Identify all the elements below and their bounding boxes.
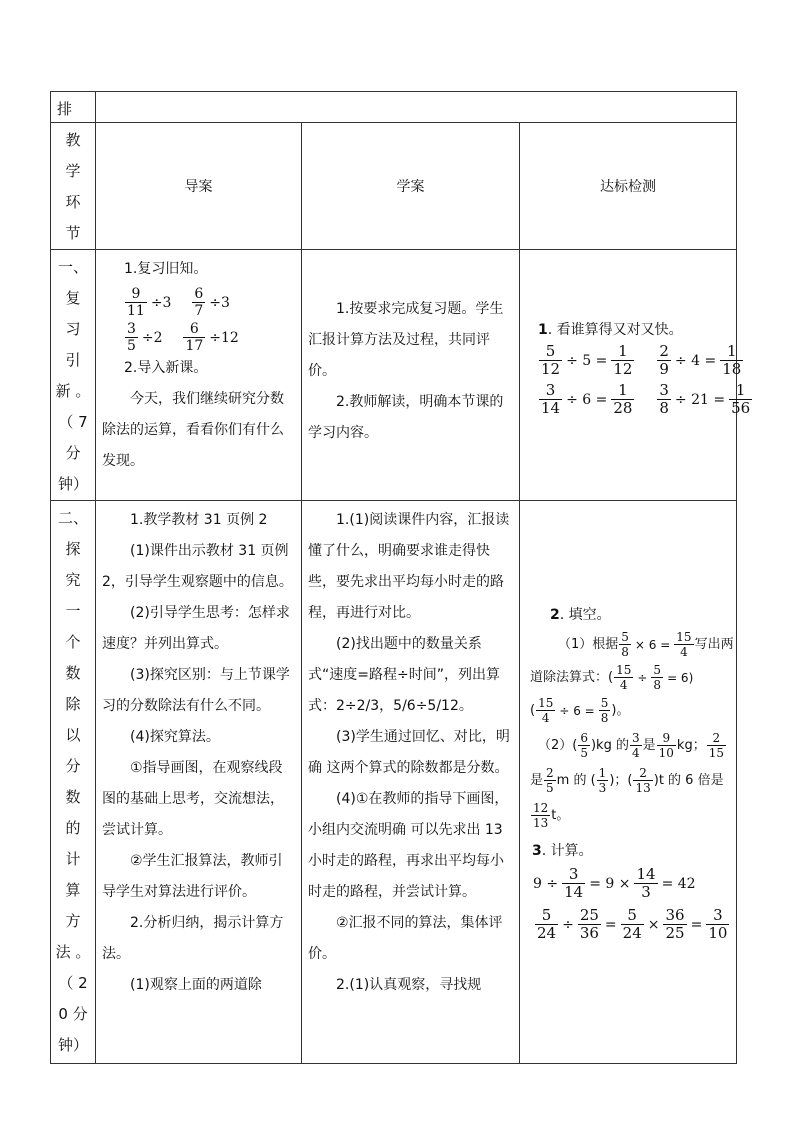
expr-line [124,287,295,318]
side-char: （ 7 [58,413,88,431]
header-study: 学案 [302,123,520,250]
operator: ÷2 [141,329,163,346]
side-char: 学 [65,162,81,180]
fraction: $\frac{2}{5}$ [546,766,554,795]
side-char: 方 [65,912,81,930]
side-char: 探 [65,540,81,558]
header-guide: 导案 [96,123,302,250]
side-char: 计 [65,850,81,868]
side-char: 钟） [57,1036,88,1054]
study-p3: (3)学生通过回忆、对比，明确 这两个算式的除数都是分数。 [308,729,510,776]
fraction: $\frac{6}{7}$ [194,286,204,319]
side-char: 除 [65,695,81,713]
guide-p1: 1.教学教材 31 页例 2 [130,512,268,528]
check-q1-title: 1. 看谁算得又对又快。 [538,322,683,338]
side-char: 个 [65,633,81,651]
operator: ÷ 21 = [674,391,726,408]
study-p4: (4)①在教师的指导下画图，小组内交流明确 可以先求出 13 小时走的路程，再求出平均每小时走的路程，并尝试计算。 [308,791,509,900]
fraction: $\frac{12}{13}$ [533,801,549,830]
guide-intro-text: 今天，我们继续研究分数除法的运算，看看你们有什么发现。 [102,391,284,469]
fraction: $\frac{6}{5}$ [580,731,588,760]
review-side-label [51,250,96,501]
guide-p6: ①指导画图，在观察线段图的基础上思考，交流想法，尝试计算。 [102,760,284,838]
guide-p8: 2.分析归纳，揭示计算方法。 [102,915,284,962]
guide-p5: (4)探究算法。 [130,729,220,745]
guide-p2: (1)课件出示教材 31 页例 2，引导学生观察题中的信息。 [102,543,293,590]
guide-p3: (2)引导学生思考：怎样求速度？并列出算式。 [102,605,290,652]
fraction: $\frac{1}{56}$ [731,381,751,417]
fraction: $\frac{15}{4}$ [538,696,554,725]
operator: ÷ 6 = [566,391,608,408]
side-char: 钟） [57,475,88,493]
review-guide-cell [96,250,302,501]
guide-item-1: 1.复习旧知。 [124,261,208,277]
q2-line-6: $\frac{12}{13}$ t。 [533,801,570,830]
expr-line [124,322,295,353]
side-char: 一、 [57,258,88,276]
equation-line [538,342,742,378]
review-row [51,250,737,501]
guide-p7: ②学生汇报算法，教师引导学生对算法进行评价。 [102,853,283,900]
check-content [530,605,737,941]
fraction: $\frac{1}{3}$ [598,766,607,795]
fraction: $\frac{25}{36}$ [579,906,599,941]
fraction: $\frac{5}{24}$ [537,906,557,941]
side-char: 数 [65,664,81,682]
side-char: 分 [65,757,81,775]
q2-line-2: 道除法算式：( $\frac{15}{4}$ ÷ $\frac{5}{8}$ = 6) [530,663,694,692]
operator: ÷3 [150,294,172,311]
explore-side-label [51,501,96,1064]
top-row [51,92,737,123]
q2-line-1: （1）根据 $\frac{5}{8}$ × 6 = $\frac{15}{4}$ 写出两 [558,630,734,659]
q2-line-4: （2）( $\frac{6}{5}$ )kg 的 $\frac{3}{4}$ 是 $\frac{9}{10}$ kg； $\frac{2}{15}$ [538,731,724,760]
side-char: （ 2 [58,974,88,992]
side-char: 引 [65,351,81,369]
check-q3-title: 3. 计算。 [532,843,593,859]
fraction: $\frac{5}{24}$ [622,906,642,941]
review-study-cell [302,250,520,501]
check-q2-title: 2. 填空。 [550,607,611,623]
side-char: 教 [65,131,81,149]
fraction: $\frac{15}{4}$ [616,663,632,692]
explore-row [51,501,737,1064]
fraction: $\frac{14}{3}$ [636,865,656,901]
side-char: 算 [65,881,81,899]
operator: ÷3 [209,294,230,311]
top-label: 排 [51,92,96,123]
equation-line [538,381,751,417]
check-q1-equations [538,342,751,417]
fraction: $\frac{6}{17}$ [185,321,204,354]
fraction: $\frac{3}{5}$ [127,321,136,354]
fraction: $\frac{9}{10}$ [658,731,674,760]
side-char: 复 [65,289,81,307]
fraction: $\frac{3}{14}$ [541,381,561,417]
guide-item-2: 2.导入新课。 [124,360,208,376]
side-char: 究 [65,571,81,589]
explore-check-cell [520,501,737,1064]
side-char: 法 。 [55,943,91,961]
side-char: 的 [65,819,81,837]
study-p2: 2.教师解读，明确本节课的学习内容。 [308,394,504,441]
fraction: $\frac{3}{4}$ [631,731,640,760]
side-char: 0 分 [58,1005,88,1023]
fraction: $\frac{5}{12}$ [541,342,561,378]
q2-line-3: ( $\frac{15}{4}$ ÷ 6 = $\frac{5}{8}$ )。 [530,696,630,725]
side-char: 二、 [57,509,88,527]
fraction: $\frac{2}{9}$ [659,342,669,378]
guide-p4: (3)探究区别：与上节课学习的分数除法有什么不同。 [102,667,290,714]
operator: ÷12 [209,329,239,346]
fraction: $\frac{1}{18}$ [722,342,742,378]
fraction: $\frac{1}{28}$ [613,381,633,417]
review-expressions [102,287,295,353]
side-char: 节 [65,224,81,242]
review-check-cell [520,250,751,501]
study-p1: 1.按要求完成复习题。学生汇报计算方法及过程，共同评价。 [308,301,504,379]
header-side-label [51,123,96,250]
side-char: 习 [65,320,81,338]
fraction: $\frac{1}{12}$ [613,342,633,378]
side-char: 分 [65,444,81,462]
side-char: 数 [65,788,81,806]
explore-guide-cell [96,501,302,1064]
side-char: 一 [65,602,81,620]
fraction: $\frac{3}{14}$ [564,865,584,901]
fraction: $\frac{3}{8}$ [659,381,669,417]
study-p5: ②汇报不同的算法，集体评价。 [308,915,503,962]
guide-p9: (1)观察上面的两道除 [130,977,262,993]
fraction: $\frac{36}{25}$ [665,906,685,941]
side-char: 环 [65,193,81,211]
lesson-plan-table [50,91,751,1064]
q3-equation-2: $\frac{5}{24}$ ÷ $\frac{25}{36}$ = $\frac{5}{24}$ × $\frac{36}{25}$ = $\frac{3}{10}$ [537,906,728,941]
fraction: $\frac{15}{4}$ [676,630,692,659]
fraction: $\frac{5}{8}$ [621,630,629,659]
fraction: $\frac{2}{15}$ [708,731,724,760]
side-char: 新 。 [55,382,91,400]
study-p1: 1.(1)阅读课件内容，汇报读懂了什么，明确要求谁走得快些，要先求出平均每小时走的路程，再进行对比。 [308,512,510,621]
operator: ÷ 4 = [674,352,717,369]
fraction: $\frac{9}{11}$ [127,286,145,319]
fraction: $\frac{2}{13}$ [635,766,651,795]
study-p6: 2.(1)认真观察，寻找规 [336,977,482,993]
q2-line-5: 是 $\frac{2}{5}$ m 的 ( $\frac{1}{3}$ )；( $\frac{2}{13}$ )t 的 6 倍是 [530,766,724,795]
top-row-blank [96,92,737,123]
operator: ÷ 5 = [566,352,608,369]
explore-study-cell [302,501,520,1064]
fraction: $\frac{3}{10}$ [708,906,728,941]
study-p2: (2)找出题中的数量关系式“速度=路程÷时间”，列出算式：2÷2/3，5/6÷5/12。 [308,636,500,714]
fraction: $\frac{5}{8}$ [600,696,609,725]
header-check: 达标检测 [520,123,737,250]
header-row [51,123,737,250]
fraction: $\frac{5}{8}$ [653,663,662,692]
q3-equation-1: 9 ÷ $\frac{3}{14}$ = 9 × $\frac{14}{3}$ = 42 [533,865,696,901]
side-char: 以 [65,726,81,744]
